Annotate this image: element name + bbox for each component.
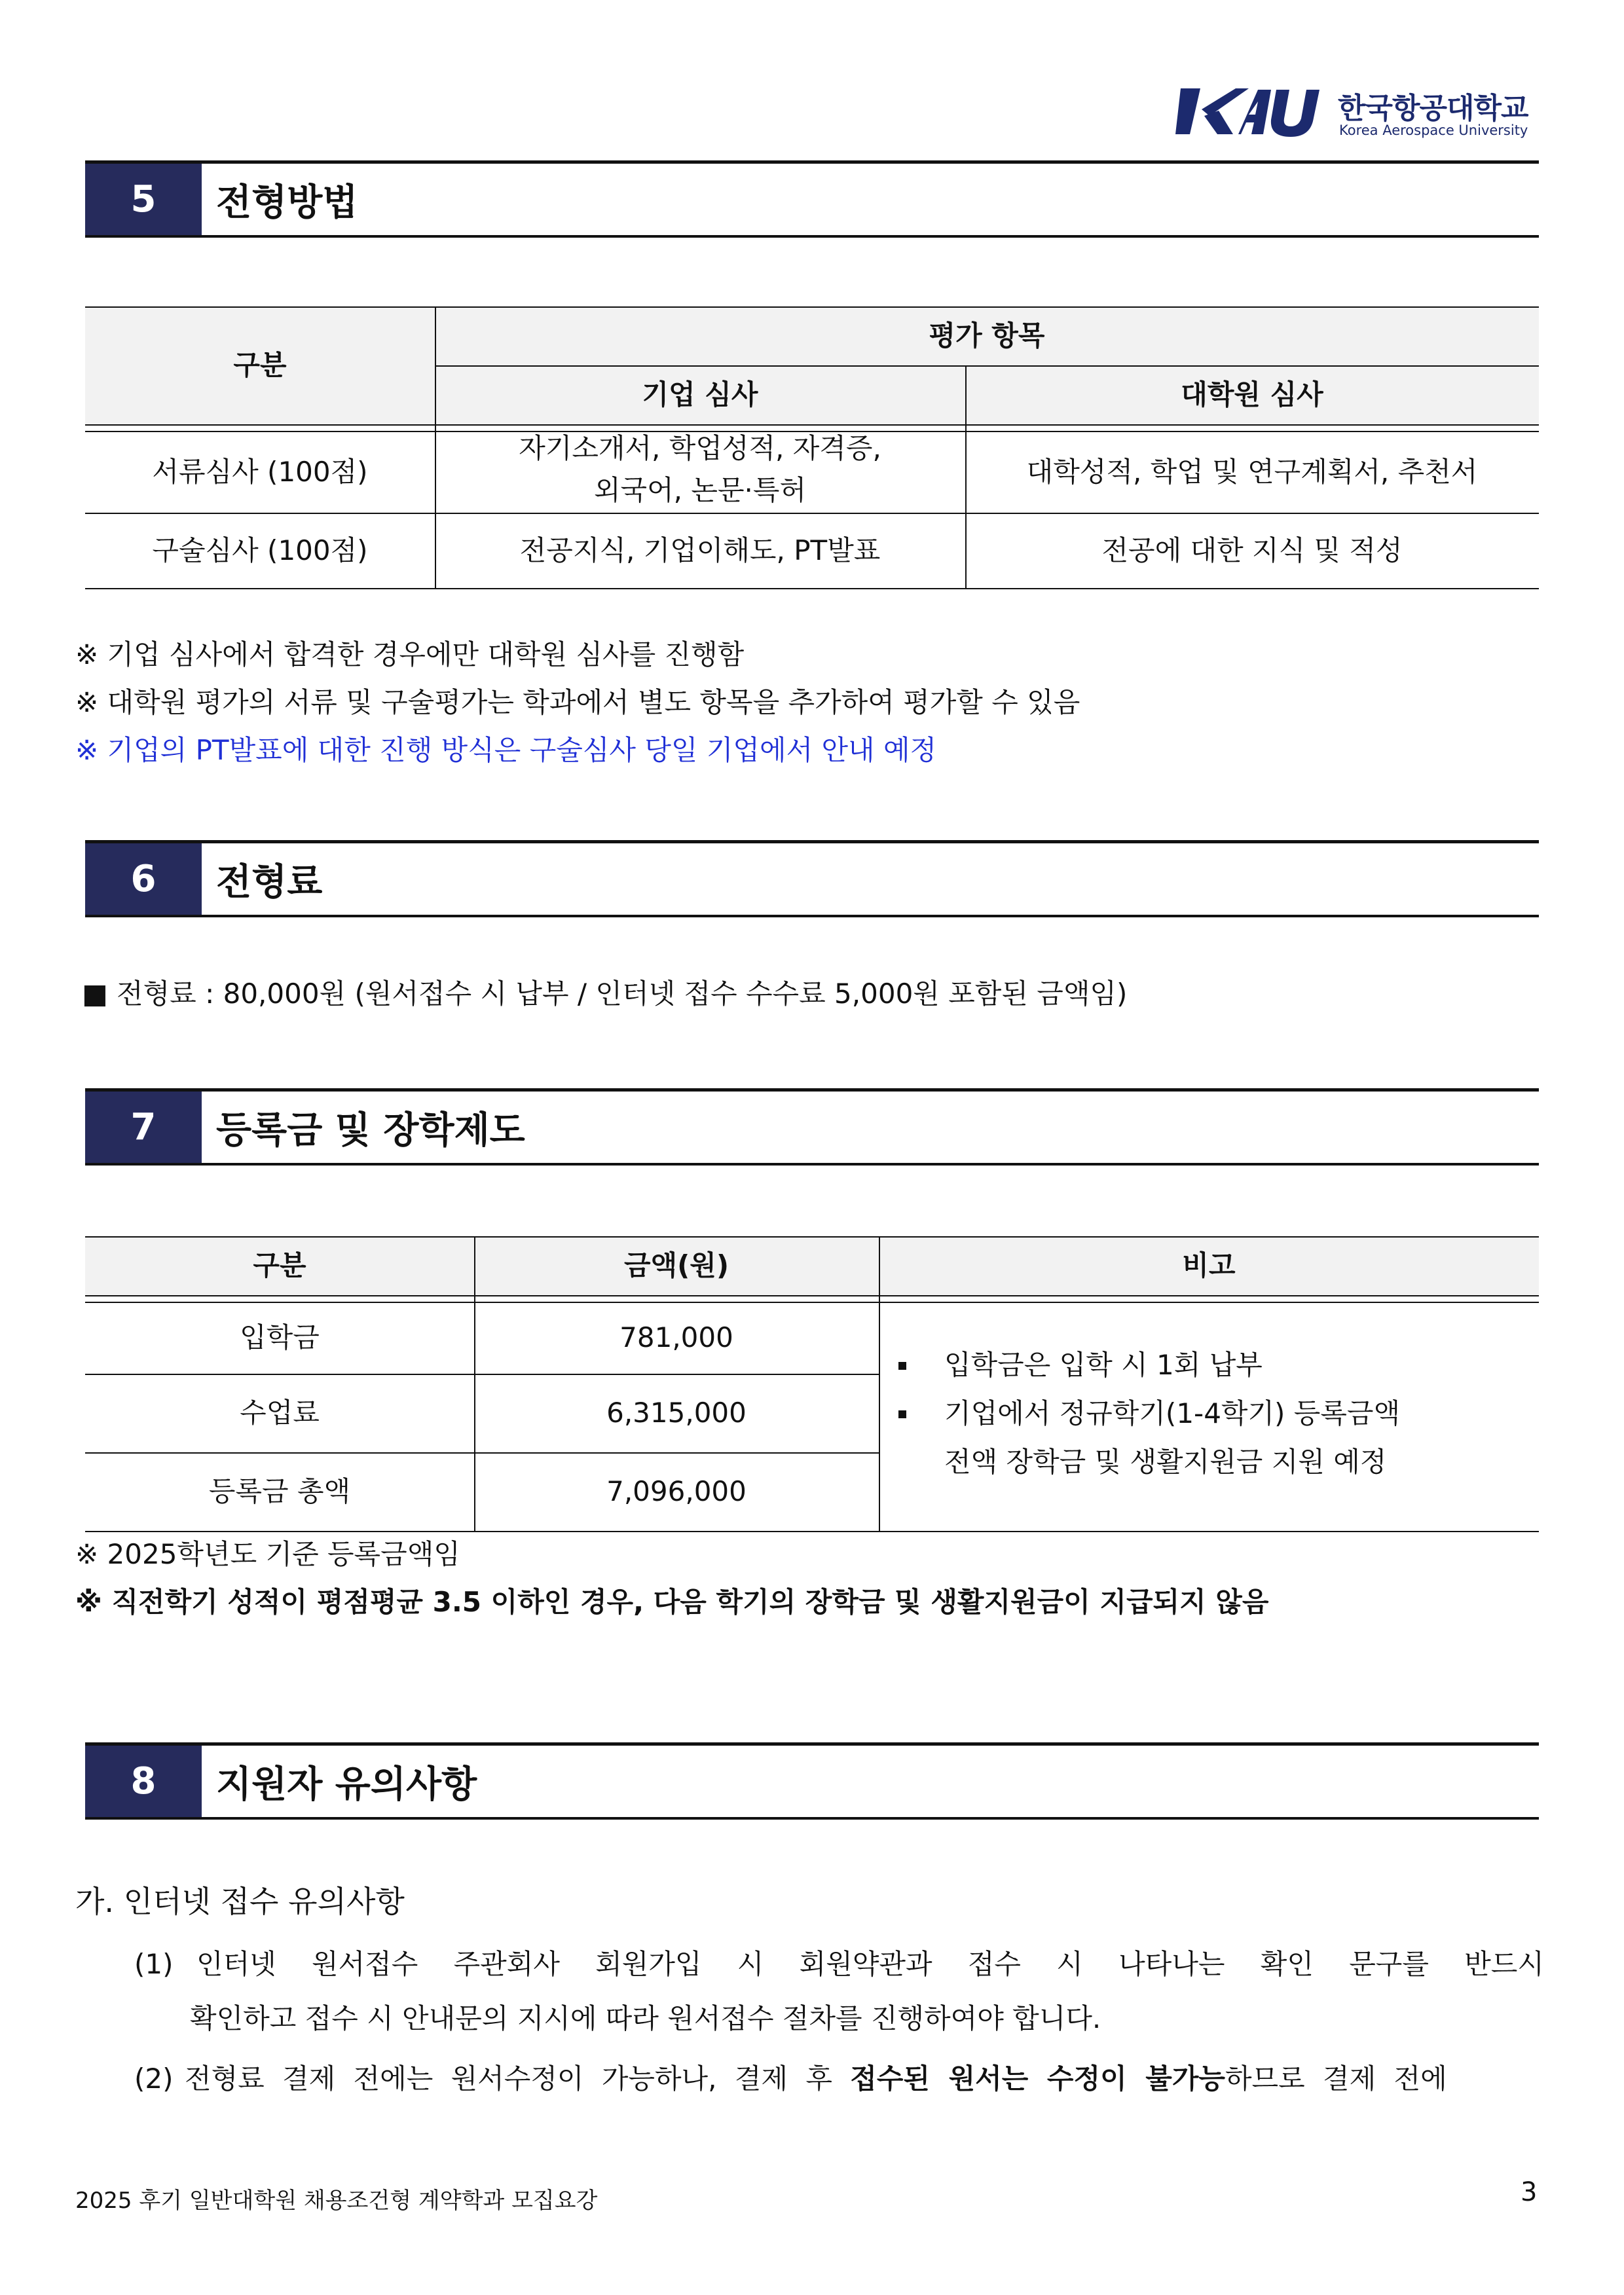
tuition-row-total-label: 등록금 총액 [208, 1475, 351, 1507]
tuition-remarks-list [897, 1341, 1519, 1486]
col-header-grad-review: 대학원 심사 [1181, 378, 1323, 411]
university-logo [1175, 82, 1542, 141]
section-6-title: 전형료 [216, 860, 323, 904]
row-oral-company: 전공지식, 기업이해도, PT발표 [519, 534, 881, 566]
item-1-word: 주관회사 [453, 1948, 560, 1980]
tuition-row-admission-label: 입학금 [240, 1321, 320, 1353]
item-1-word: 인터넷 [196, 1948, 276, 1980]
section-6-header [85, 840, 1539, 917]
section-5-note-2: ※ 대학원 평가의 서류 및 구술평가는 학과에서 별도 항목을 추가하여 평가할 수 있음 [75, 686, 1080, 718]
row-oral-category: 구술심사 (100점) [152, 534, 368, 566]
logo-name-english: Korea Aerospace University [1339, 122, 1528, 138]
section-5-number: 5 [85, 164, 202, 235]
tuition-row-admission-amount: 781,000 [619, 1321, 733, 1353]
item-1-word: 문구를 [1349, 1948, 1429, 1980]
tuition-row-class-amount: 6,315,000 [606, 1397, 747, 1429]
item-1-line-1 [196, 1945, 1544, 1984]
section-7-header [85, 1088, 1539, 1166]
row-document-company-line1: 자기소개서, 학업성적, 자격증, [519, 431, 881, 464]
section-7-title: 등록금 및 장학제도 [216, 1109, 525, 1152]
tuition-col-amount: 금액(원) [623, 1249, 729, 1281]
remark-2-text-cont: 전액 장학금 및 생활지원금 지원 예정 [944, 1446, 1387, 1478]
row-document-category: 서류심사 (100점) [152, 455, 368, 488]
section-7-note-1: ※ 2025학년도 기준 등록금액임 [75, 1538, 460, 1570]
item-1-line-2: 확인하고 접수 시 안내문의 지시에 따라 원서접수 절차를 진행하여야 합니다. [190, 2002, 1101, 2034]
remark-2-text: 기업에서 정규학기(1-4학기) 등록금액 [944, 1397, 1401, 1429]
kau-logo-mark-icon [1175, 82, 1333, 141]
item-1-word: 확인 [1260, 1948, 1314, 1980]
row-oral-grad: 전공에 대한 지식 및 적성 [1101, 534, 1403, 566]
section-5-note-3: ※ 기업의 PT발표에 대한 진행 방식은 구술심사 당일 기업에서 안내 예정 [75, 734, 937, 766]
item-1-word: 나타나는 [1118, 1948, 1225, 1980]
row-document-company [435, 426, 965, 513]
section-8-header [85, 1742, 1539, 1820]
item-2-text-pre: 전형료 결제 전에는 원서수정이 가능하나, 결제 후 [185, 2063, 851, 2095]
exam-fee-line: ■ 전형료 : 80,000원 (원서접수 시 납부 / 인터넷 접수 수수료 5,000원 포함된 금액임) [82, 978, 1128, 1010]
section-6-number: 6 [85, 843, 202, 915]
footer-title: 2025 후기 일반대학원 채용조건형 계약학과 모집요강 [75, 2188, 598, 2214]
section-5-note-1: ※ 기업 심사에서 합격한 경우에만 대학원 심사를 진행함 [75, 638, 745, 670]
page-number: 3 [1521, 2177, 1538, 2207]
col-header-company-review: 기업 심사 [642, 378, 758, 411]
section-7-number: 7 [85, 1092, 202, 1163]
tuition-row-total-amount: 7,096,000 [606, 1475, 747, 1507]
tuition-col-category: 구분 [253, 1249, 306, 1281]
item-2-text-bold: 접수된 원서는 수정이 불가능 [850, 2063, 1225, 2095]
item-1-word: 접수 [967, 1948, 1021, 1980]
item-1-word: 회원가입 [595, 1948, 702, 1980]
item-1-word: 회원약관과 [799, 1948, 932, 1980]
row-document-company-line2: 외국어, 논문·특허 [593, 473, 807, 506]
section-8-number: 8 [85, 1746, 202, 1817]
remark-item [897, 1341, 1519, 1389]
item-1-word: 시 [737, 1948, 764, 1980]
item-2-line-1 [185, 2059, 1447, 2099]
section-8-title: 지원자 유의사항 [216, 1763, 477, 1806]
item-2-number: (2) [134, 2063, 174, 2095]
tuition-col-remark: 비고 [1182, 1249, 1236, 1281]
col-header-eval-items: 평가 항목 [929, 320, 1045, 352]
section-7-note-2: ※ 직전학기 성적이 평점평균 3.5 이하인 경우, 다음 학기의 장학금 및 생활지원금이 지급되지 않음 [75, 1586, 1269, 1618]
item-2-text-post: 하므로 결제 전에 [1225, 2063, 1447, 2095]
tuition-row-class-label: 수업료 [240, 1397, 320, 1429]
remark-1-text: 입학금은 입학 시 1회 납부 [944, 1349, 1263, 1381]
subsection-a-title: 가. 인터넷 접수 유의사항 [75, 1884, 405, 1919]
item-1-number: (1) [134, 1948, 174, 1980]
logo-name-korean: 한국항공대학교 [1338, 92, 1528, 125]
section-5-header [85, 160, 1539, 238]
section-5-title: 전형방법 [216, 181, 358, 224]
remark-item [897, 1389, 1519, 1486]
col-header-category: 구분 [233, 349, 287, 381]
item-1-word: 원서접수 [312, 1948, 418, 1980]
item-1-word: 반드시 [1464, 1948, 1544, 1980]
row-document-grad: 대학성적, 학업 및 연구계획서, 추천서 [1026, 455, 1478, 488]
item-1-word: 시 [1056, 1948, 1083, 1980]
